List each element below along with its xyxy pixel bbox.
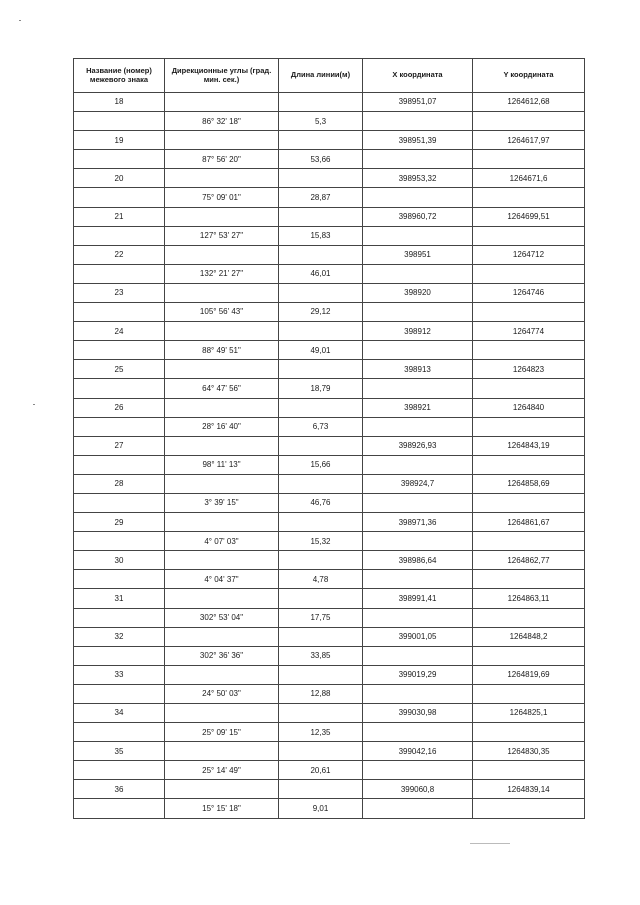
cell-mark-name <box>74 493 165 512</box>
cell-x-coordinate <box>363 417 473 436</box>
cell-y-coordinate: 1264699,51 <box>473 207 585 226</box>
cell-y-coordinate <box>473 493 585 512</box>
cell-y-coordinate: 1264671,6 <box>473 169 585 188</box>
cell-direction-angle <box>165 742 279 761</box>
cell-y-coordinate <box>473 379 585 398</box>
cell-mark-name <box>74 723 165 742</box>
table-row <box>74 742 585 761</box>
cell-direction-angle <box>165 245 279 264</box>
cell-direction-angle <box>165 169 279 188</box>
cell-x-coordinate <box>363 761 473 780</box>
cell-y-coordinate: 1264862,77 <box>473 551 585 570</box>
cell-mark-name: 30 <box>74 551 165 570</box>
table-row <box>74 704 585 723</box>
cell-line-length <box>279 780 363 799</box>
cell-mark-name <box>74 226 165 245</box>
cell-line-length <box>279 93 363 112</box>
table-row <box>74 341 585 360</box>
cell-direction-angle <box>165 704 279 723</box>
header-direction-angle: Дирекционные углы (град. мин. сек.) <box>165 59 279 93</box>
cell-mark-name: 19 <box>74 131 165 150</box>
cell-y-coordinate <box>473 112 585 131</box>
cell-line-length: 53,66 <box>279 150 363 169</box>
cell-y-coordinate: 1264839,14 <box>473 780 585 799</box>
cell-x-coordinate <box>363 493 473 512</box>
cell-x-coordinate: 399030,98 <box>363 704 473 723</box>
cell-direction-angle <box>165 360 279 379</box>
cell-direction-angle: 75° 09' 01" <box>165 188 279 207</box>
cell-y-coordinate: 1264863,11 <box>473 589 585 608</box>
cell-y-coordinate <box>473 532 585 551</box>
cell-direction-angle: 4° 07' 03" <box>165 532 279 551</box>
cell-direction-angle <box>165 513 279 532</box>
cell-mark-name: 18 <box>74 93 165 112</box>
cell-direction-angle: 4° 04' 37" <box>165 570 279 589</box>
cell-line-length: 28,87 <box>279 188 363 207</box>
cell-mark-name <box>74 455 165 474</box>
cell-x-coordinate: 398926,93 <box>363 436 473 455</box>
cell-x-coordinate <box>363 723 473 742</box>
cell-mark-name <box>74 646 165 665</box>
cell-y-coordinate <box>473 684 585 703</box>
cell-mark-name: 33 <box>74 665 165 684</box>
cell-x-coordinate <box>363 379 473 398</box>
cell-x-coordinate: 398971,36 <box>363 513 473 532</box>
cell-y-coordinate <box>473 646 585 665</box>
table-header-row <box>74 59 585 93</box>
cell-x-coordinate: 398953,32 <box>363 169 473 188</box>
cell-x-coordinate <box>363 532 473 551</box>
cell-direction-angle <box>165 322 279 341</box>
cell-direction-angle <box>165 665 279 684</box>
cell-x-coordinate: 399019,29 <box>363 665 473 684</box>
cell-y-coordinate: 1264746 <box>473 283 585 302</box>
table-row <box>74 532 585 551</box>
cell-mark-name: 32 <box>74 627 165 646</box>
table-row <box>74 608 585 627</box>
table-row <box>74 188 585 207</box>
cell-x-coordinate <box>363 341 473 360</box>
cell-line-length <box>279 474 363 493</box>
cell-mark-name: 31 <box>74 589 165 608</box>
cell-line-length: 17,75 <box>279 608 363 627</box>
cell-x-coordinate: 398960,72 <box>363 207 473 226</box>
cell-line-length <box>279 131 363 150</box>
cell-direction-angle <box>165 436 279 455</box>
cell-direction-angle <box>165 131 279 150</box>
table-body <box>74 93 585 819</box>
table-row <box>74 169 585 188</box>
table-row <box>74 513 585 532</box>
cell-y-coordinate <box>473 799 585 818</box>
cell-line-length: 18,79 <box>279 379 363 398</box>
cell-line-length: 5,3 <box>279 112 363 131</box>
cell-line-length: 49,01 <box>279 341 363 360</box>
cell-direction-angle: 25° 09' 15" <box>165 723 279 742</box>
header-x-coordinate: X координата <box>363 59 473 93</box>
scan-speck <box>19 20 21 21</box>
cell-x-coordinate <box>363 303 473 322</box>
cell-mark-name <box>74 188 165 207</box>
cell-line-length <box>279 207 363 226</box>
cell-line-length <box>279 742 363 761</box>
cell-y-coordinate <box>473 188 585 207</box>
table-row <box>74 799 585 818</box>
table-row <box>74 264 585 283</box>
coordinates-sheet <box>73 58 584 819</box>
cell-mark-name: 21 <box>74 207 165 226</box>
cell-direction-angle <box>165 283 279 302</box>
cell-y-coordinate: 1264612,68 <box>473 93 585 112</box>
cell-mark-name: 26 <box>74 398 165 417</box>
table-row <box>74 455 585 474</box>
table-row <box>74 493 585 512</box>
table-row <box>74 761 585 780</box>
cell-y-coordinate: 1264823 <box>473 360 585 379</box>
table-row <box>74 627 585 646</box>
cell-x-coordinate: 398951,07 <box>363 93 473 112</box>
cell-y-coordinate: 1264843,19 <box>473 436 585 455</box>
boundary-coordinates-table <box>73 58 585 819</box>
cell-direction-angle: 87° 56' 20" <box>165 150 279 169</box>
cell-direction-angle <box>165 551 279 570</box>
cell-direction-angle: 98° 11' 13" <box>165 455 279 474</box>
cell-line-length <box>279 704 363 723</box>
cell-y-coordinate: 1264830,35 <box>473 742 585 761</box>
cell-y-coordinate: 1264861,67 <box>473 513 585 532</box>
cell-x-coordinate <box>363 455 473 474</box>
cell-y-coordinate <box>473 723 585 742</box>
cell-y-coordinate <box>473 264 585 283</box>
cell-y-coordinate <box>473 417 585 436</box>
cell-line-length <box>279 322 363 341</box>
cell-direction-angle: 15° 15' 18" <box>165 799 279 818</box>
cell-y-coordinate <box>473 761 585 780</box>
cell-y-coordinate <box>473 303 585 322</box>
table-row <box>74 684 585 703</box>
cell-x-coordinate <box>363 264 473 283</box>
scan-speck <box>33 404 35 405</box>
cell-x-coordinate <box>363 188 473 207</box>
cell-x-coordinate: 398991,41 <box>363 589 473 608</box>
cell-y-coordinate: 1264617,97 <box>473 131 585 150</box>
cell-mark-name: 23 <box>74 283 165 302</box>
cell-x-coordinate <box>363 570 473 589</box>
cell-x-coordinate <box>363 608 473 627</box>
cell-x-coordinate <box>363 684 473 703</box>
table-row <box>74 226 585 245</box>
cell-mark-name: 22 <box>74 245 165 264</box>
cell-x-coordinate <box>363 226 473 245</box>
cell-line-length <box>279 169 363 188</box>
cell-x-coordinate <box>363 150 473 169</box>
table-row <box>74 245 585 264</box>
table-row <box>74 93 585 112</box>
table-row <box>74 436 585 455</box>
table-row <box>74 131 585 150</box>
cell-direction-angle <box>165 474 279 493</box>
cell-direction-angle <box>165 93 279 112</box>
cell-direction-angle: 64° 47' 56" <box>165 379 279 398</box>
cell-mark-name <box>74 303 165 322</box>
cell-direction-angle: 3° 39' 15" <box>165 493 279 512</box>
cell-mark-name <box>74 264 165 283</box>
cell-direction-angle: 127° 53' 27" <box>165 226 279 245</box>
cell-y-coordinate: 1264774 <box>473 322 585 341</box>
cell-line-length: 33,85 <box>279 646 363 665</box>
cell-direction-angle: 86° 32' 18" <box>165 112 279 131</box>
cell-x-coordinate: 398912 <box>363 322 473 341</box>
cell-direction-angle <box>165 627 279 646</box>
cell-line-length: 15,83 <box>279 226 363 245</box>
cell-y-coordinate: 1264858,69 <box>473 474 585 493</box>
table-row <box>74 417 585 436</box>
cell-line-length <box>279 436 363 455</box>
cell-direction-angle: 302° 53' 04" <box>165 608 279 627</box>
cell-line-length: 15,32 <box>279 532 363 551</box>
cell-y-coordinate: 1264825,1 <box>473 704 585 723</box>
cell-line-length <box>279 245 363 264</box>
table-row <box>74 150 585 169</box>
cell-line-length: 12,35 <box>279 723 363 742</box>
cell-y-coordinate: 1264848,2 <box>473 627 585 646</box>
table-row <box>74 379 585 398</box>
scan-speck <box>470 843 510 844</box>
cell-mark-name: 29 <box>74 513 165 532</box>
table-row <box>74 474 585 493</box>
cell-line-length: 12,88 <box>279 684 363 703</box>
cell-line-length: 6,73 <box>279 417 363 436</box>
cell-y-coordinate <box>473 570 585 589</box>
cell-x-coordinate: 398924,7 <box>363 474 473 493</box>
cell-direction-angle: 24° 50' 03" <box>165 684 279 703</box>
table-row <box>74 283 585 302</box>
cell-line-length <box>279 360 363 379</box>
cell-x-coordinate: 398913 <box>363 360 473 379</box>
cell-direction-angle: 28° 16' 40" <box>165 417 279 436</box>
table-row <box>74 570 585 589</box>
cell-direction-angle: 25° 14' 49" <box>165 761 279 780</box>
cell-mark-name <box>74 417 165 436</box>
cell-line-length: 9,01 <box>279 799 363 818</box>
cell-direction-angle <box>165 398 279 417</box>
cell-mark-name: 27 <box>74 436 165 455</box>
table-row <box>74 360 585 379</box>
cell-x-coordinate: 399060,8 <box>363 780 473 799</box>
cell-x-coordinate: 398986,64 <box>363 551 473 570</box>
table-row <box>74 398 585 417</box>
cell-line-length <box>279 398 363 417</box>
cell-mark-name <box>74 761 165 780</box>
cell-line-length: 15,66 <box>279 455 363 474</box>
cell-line-length: 29,12 <box>279 303 363 322</box>
cell-mark-name: 34 <box>74 704 165 723</box>
cell-x-coordinate: 398951,39 <box>363 131 473 150</box>
cell-mark-name: 25 <box>74 360 165 379</box>
cell-mark-name <box>74 150 165 169</box>
cell-mark-name <box>74 684 165 703</box>
table-row <box>74 646 585 665</box>
cell-mark-name <box>74 341 165 360</box>
cell-line-length: 46,76 <box>279 493 363 512</box>
cell-y-coordinate: 1264712 <box>473 245 585 264</box>
table-row <box>74 322 585 341</box>
cell-mark-name <box>74 532 165 551</box>
table-row <box>74 780 585 799</box>
cell-y-coordinate <box>473 150 585 169</box>
cell-mark-name: 28 <box>74 474 165 493</box>
cell-y-coordinate <box>473 341 585 360</box>
table-row <box>74 723 585 742</box>
cell-direction-angle <box>165 207 279 226</box>
cell-mark-name <box>74 570 165 589</box>
cell-line-length: 20,61 <box>279 761 363 780</box>
table-row <box>74 665 585 684</box>
cell-x-coordinate: 398921 <box>363 398 473 417</box>
cell-y-coordinate: 1264819,69 <box>473 665 585 684</box>
cell-x-coordinate <box>363 799 473 818</box>
cell-line-length <box>279 589 363 608</box>
header-mark-name: Название (номер) межевого знака <box>74 59 165 93</box>
cell-direction-angle <box>165 780 279 799</box>
cell-mark-name <box>74 608 165 627</box>
cell-y-coordinate: 1264840 <box>473 398 585 417</box>
cell-direction-angle: 132° 21' 27" <box>165 264 279 283</box>
cell-x-coordinate: 398920 <box>363 283 473 302</box>
cell-line-length: 4,78 <box>279 570 363 589</box>
cell-line-length: 46,01 <box>279 264 363 283</box>
cell-line-length <box>279 513 363 532</box>
header-y-coordinate: Y координата <box>473 59 585 93</box>
cell-mark-name: 20 <box>74 169 165 188</box>
cell-direction-angle: 88° 49' 51" <box>165 341 279 360</box>
cell-line-length <box>279 627 363 646</box>
cell-x-coordinate <box>363 112 473 131</box>
cell-mark-name <box>74 379 165 398</box>
cell-mark-name: 35 <box>74 742 165 761</box>
table-row <box>74 112 585 131</box>
table-row <box>74 589 585 608</box>
cell-mark-name <box>74 799 165 818</box>
cell-x-coordinate: 399042,16 <box>363 742 473 761</box>
cell-mark-name: 36 <box>74 780 165 799</box>
cell-direction-angle: 105° 56' 43" <box>165 303 279 322</box>
cell-y-coordinate <box>473 455 585 474</box>
table-row <box>74 551 585 570</box>
cell-direction-angle: 302° 36' 36" <box>165 646 279 665</box>
table-row <box>74 303 585 322</box>
table-row <box>74 207 585 226</box>
cell-line-length <box>279 665 363 684</box>
cell-direction-angle <box>165 589 279 608</box>
cell-line-length <box>279 283 363 302</box>
cell-y-coordinate <box>473 608 585 627</box>
header-line-length: Длина линии(м) <box>279 59 363 93</box>
cell-line-length <box>279 551 363 570</box>
cell-x-coordinate <box>363 646 473 665</box>
cell-x-coordinate: 398951 <box>363 245 473 264</box>
cell-x-coordinate: 399001,05 <box>363 627 473 646</box>
cell-mark-name: 24 <box>74 322 165 341</box>
cell-y-coordinate <box>473 226 585 245</box>
cell-mark-name <box>74 112 165 131</box>
